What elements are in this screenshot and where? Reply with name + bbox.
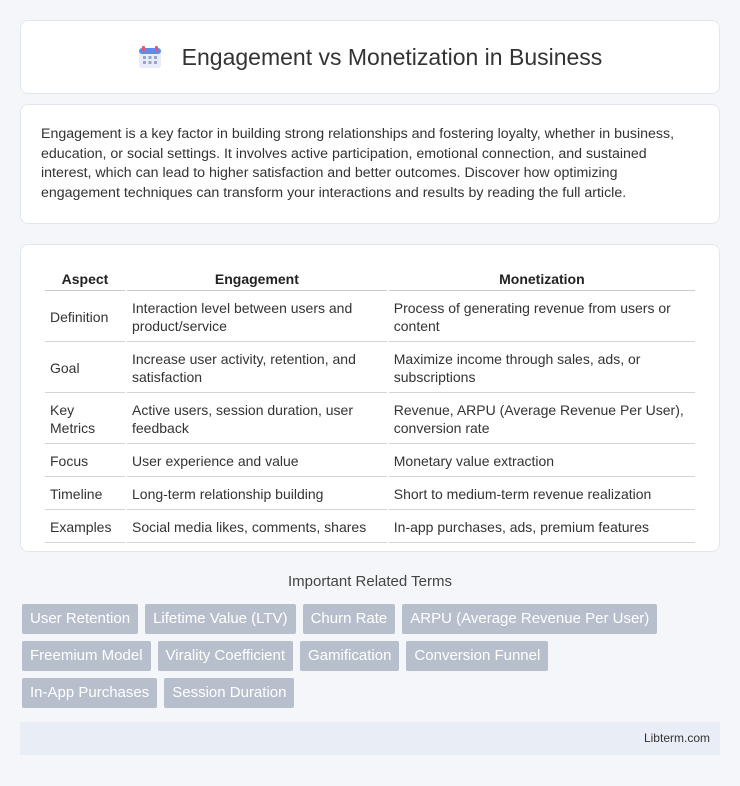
cell-monetization: Short to medium-term revenue realization xyxy=(389,479,695,510)
intro-text: Engagement is a key factor in building strong relationships and fostering loyalty, whether in business, education, or social settings. It involves active participation, emotional connection, and sustained interest, which can lead to higher satisfaction and better outcomes. Discover how optimizing engagement techniques can transform your interactions and results by reading the full article. xyxy=(41,126,675,201)
tag-lifetime-value[interactable]: Lifetime Value (LTV) xyxy=(145,604,296,634)
cell-aspect: Focus xyxy=(45,446,125,477)
title-card xyxy=(20,20,720,94)
tag-freemium-model[interactable]: Freemium Model xyxy=(22,641,151,671)
cell-monetization: Monetary value extraction xyxy=(389,446,695,477)
tag-arpu[interactable]: ARPU (Average Revenue Per User) xyxy=(402,604,657,634)
footer xyxy=(20,722,720,755)
cell-engagement: User experience and value xyxy=(127,446,387,477)
table-row xyxy=(45,344,695,393)
table-row xyxy=(45,446,695,477)
cell-aspect: Definition xyxy=(45,293,125,342)
cell-monetization: In-app purchases, ads, premium features xyxy=(389,512,695,543)
intro-card xyxy=(20,104,720,224)
tag-row xyxy=(22,604,722,634)
table-row xyxy=(45,395,695,444)
table-row xyxy=(45,512,695,543)
cell-monetization: Revenue, ARPU (Average Revenue Per User), conversion rate xyxy=(389,395,695,444)
calendar-icon xyxy=(138,45,162,69)
tag-row xyxy=(22,641,722,671)
cell-monetization: Process of generating revenue from users or content xyxy=(389,293,695,342)
cell-aspect: Examples xyxy=(45,512,125,543)
cell-engagement: Interaction level between users and product/service xyxy=(127,293,387,342)
cell-aspect: Key Metrics xyxy=(45,395,125,444)
cell-monetization: Maximize income through sales, ads, or subscriptions xyxy=(389,344,695,393)
related-terms-title: Important Related Terms xyxy=(288,573,452,590)
cell-engagement: Social media likes, comments, shares xyxy=(127,512,387,543)
tag-churn-rate[interactable]: Churn Rate xyxy=(303,604,396,634)
tag-user-retention[interactable]: User Retention xyxy=(22,604,138,634)
table-header-row xyxy=(45,267,695,291)
cell-aspect: Goal xyxy=(45,344,125,393)
cell-aspect: Timeline xyxy=(45,479,125,510)
related-terms xyxy=(22,604,722,715)
tag-virality-coefficient[interactable]: Virality Coefficient xyxy=(158,641,294,671)
comparison-card xyxy=(20,244,720,552)
comparison-table xyxy=(43,265,697,545)
tag-conversion-funnel[interactable]: Conversion Funnel xyxy=(406,641,548,671)
column-header-monetization: Monetization xyxy=(389,267,695,291)
cell-engagement: Active users, session duration, user feedback xyxy=(127,395,387,444)
table-row xyxy=(45,293,695,342)
tag-session-duration[interactable]: Session Duration xyxy=(164,678,294,708)
footer-site-link[interactable]: Libterm.com xyxy=(643,731,710,745)
page-title: Engagement vs Monetization in Business xyxy=(181,43,603,70)
column-header-engagement: Engagement xyxy=(127,267,387,291)
cell-engagement: Long-term relationship building xyxy=(127,479,387,510)
tag-in-app-purchases[interactable]: In-App Purchases xyxy=(22,678,157,708)
cell-engagement: Increase user activity, retention, and satisfaction xyxy=(127,344,387,393)
tag-gamification[interactable]: Gamification xyxy=(300,641,399,671)
table-row xyxy=(45,479,695,510)
column-header-aspect: Aspect xyxy=(45,267,125,291)
tag-row xyxy=(22,678,722,708)
